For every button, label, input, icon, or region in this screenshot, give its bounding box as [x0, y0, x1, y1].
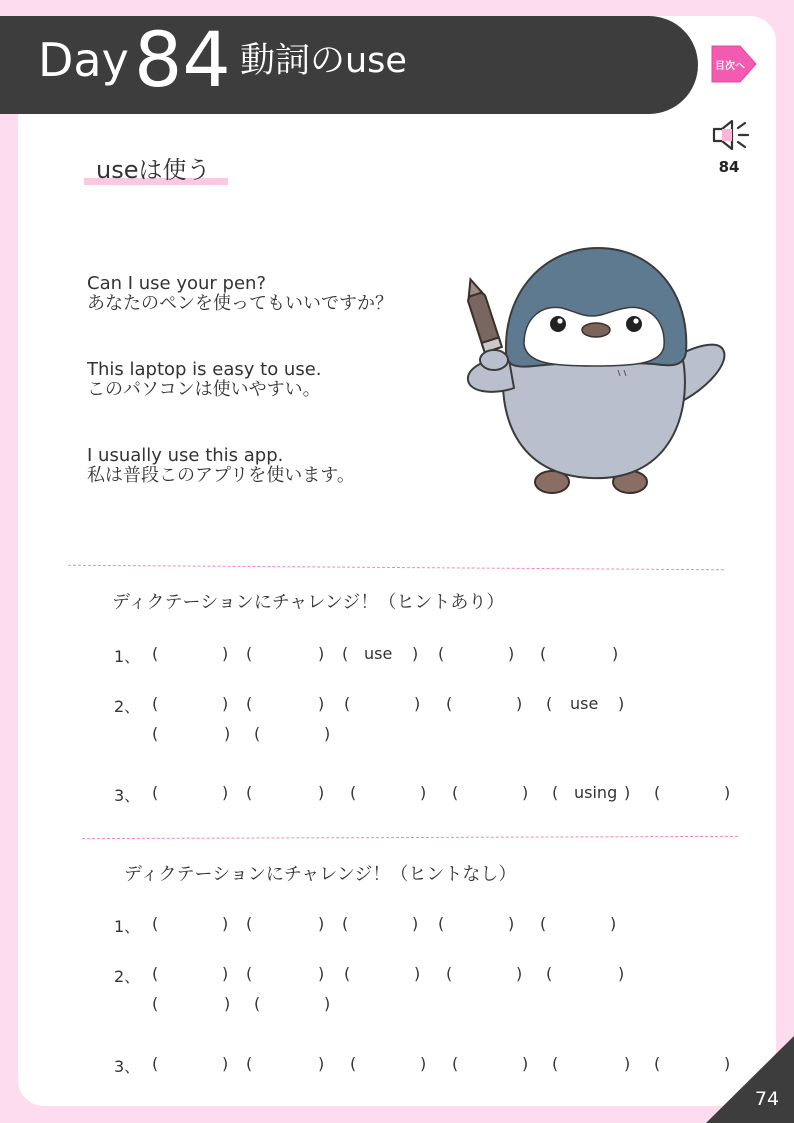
example-en: I usually use this app. — [87, 445, 284, 466]
blank-close: ) — [624, 783, 631, 802]
blank-open: ( — [246, 694, 253, 713]
blank-open: ( — [246, 644, 253, 663]
blank-close: ) — [222, 644, 229, 663]
dictation-hint-title: ディクテーションにチャレンジ！（ヒントあり） — [112, 592, 505, 613]
day-word: Day — [38, 33, 129, 87]
blank-close: ) — [420, 783, 427, 802]
hint-word: use — [364, 644, 393, 663]
blank-close: ) — [610, 914, 617, 933]
blank-close: ) — [508, 644, 515, 663]
row-number: 2、 — [114, 967, 141, 986]
blank-close: ) — [522, 1054, 529, 1073]
blank-open: ( — [342, 644, 349, 663]
blank-open: ( — [546, 964, 553, 983]
blank-open: ( — [254, 994, 261, 1013]
blank-open: ( — [552, 1054, 559, 1073]
blank-close: ) — [618, 694, 625, 713]
blank-open: ( — [342, 914, 349, 933]
blank-close: ) — [516, 964, 523, 983]
blank-close: ) — [324, 994, 331, 1013]
blank-open: ( — [152, 994, 159, 1013]
blank-close: ) — [414, 964, 421, 983]
speaker-icon — [708, 116, 754, 156]
audio-track-number: 84 — [718, 158, 740, 176]
hint-word: using — [574, 783, 618, 802]
day-number: 84 — [134, 15, 231, 104]
blank-open: ( — [152, 964, 159, 983]
row-number: 3、 — [114, 786, 141, 805]
blank-open: ( — [654, 1054, 661, 1073]
row-number: 2、 — [114, 697, 141, 716]
blank-open: ( — [540, 644, 547, 663]
blank-open: ( — [152, 914, 159, 933]
blank-close: ) — [224, 994, 231, 1013]
blank-close: ) — [618, 964, 625, 983]
row-number: 1、 — [114, 647, 141, 666]
blank-close: ) — [318, 783, 325, 802]
blank-open: ( — [452, 1054, 459, 1073]
blank-close: ) — [224, 724, 231, 743]
blank-close: ) — [318, 1054, 325, 1073]
blank-open: ( — [546, 694, 553, 713]
blank-open: ( — [446, 964, 453, 983]
blank-open: ( — [152, 1054, 159, 1073]
blank-close: ) — [724, 1054, 731, 1073]
blank-open: ( — [246, 914, 253, 933]
row-number: 1、 — [114, 917, 141, 936]
penguin-illustration — [458, 242, 730, 498]
blank-open: ( — [246, 964, 253, 983]
audio-button[interactable] — [708, 116, 754, 176]
blank-close: ) — [222, 1054, 229, 1073]
blank-close: ) — [624, 1054, 631, 1073]
example-3 — [87, 446, 355, 486]
example-ja: あなたのペンを使ってもいいですか？ — [87, 293, 393, 314]
example-en: Can I use your pen? — [87, 273, 266, 294]
blank-open: ( — [152, 644, 159, 663]
blank-close: ) — [318, 644, 325, 663]
blank-close: ) — [412, 914, 419, 933]
blank-open: ( — [654, 783, 661, 802]
example-ja: 私は普段このアプリを使います。 — [87, 465, 355, 486]
blank-open: ( — [438, 644, 445, 663]
blank-open: ( — [152, 724, 159, 743]
page-number: 74 — [754, 1088, 780, 1110]
blank-close: ) — [222, 694, 229, 713]
blank-open: ( — [246, 783, 253, 802]
section-title: useは使う — [96, 156, 211, 184]
toc-label: 目次へ — [715, 60, 745, 72]
blank-close: ) — [420, 1054, 427, 1073]
blank-open: ( — [438, 914, 445, 933]
blank-close: ) — [222, 914, 229, 933]
toc-button[interactable] — [710, 44, 758, 84]
blank-open: ( — [254, 724, 261, 743]
hint-word: use — [570, 694, 599, 713]
blank-close: ) — [508, 914, 515, 933]
blank-open: ( — [350, 783, 357, 802]
blank-open: ( — [152, 694, 159, 713]
blank-close: ) — [522, 783, 529, 802]
example-2 — [87, 360, 322, 400]
blank-open: ( — [246, 1054, 253, 1073]
blank-open: ( — [540, 914, 547, 933]
blank-close: ) — [516, 694, 523, 713]
blank-open: ( — [344, 694, 351, 713]
blank-close: ) — [318, 914, 325, 933]
blank-close: ) — [412, 644, 419, 663]
blank-open: ( — [452, 783, 459, 802]
blank-close: ) — [414, 694, 421, 713]
blank-open: ( — [350, 1054, 357, 1073]
blank-close: ) — [318, 694, 325, 713]
blank-close: ) — [612, 644, 619, 663]
example-ja: このパソコンは使いやすい。 — [87, 379, 321, 400]
blank-close: ) — [318, 964, 325, 983]
blank-close: ) — [222, 964, 229, 983]
dictation-nohint-title: ディクテーションにチャレンジ！（ヒントなし） — [124, 864, 517, 885]
example-1 — [87, 274, 393, 314]
blank-close: ) — [724, 783, 731, 802]
page-title: 動詞のuse — [240, 41, 407, 81]
blank-open: ( — [152, 783, 159, 802]
blank-open: ( — [344, 964, 351, 983]
example-en: This laptop is easy to use. — [87, 359, 322, 380]
blank-close: ) — [222, 783, 229, 802]
blank-open: ( — [552, 783, 559, 802]
blank-open: ( — [446, 694, 453, 713]
row-number: 3、 — [114, 1057, 141, 1076]
blank-close: ) — [324, 724, 331, 743]
